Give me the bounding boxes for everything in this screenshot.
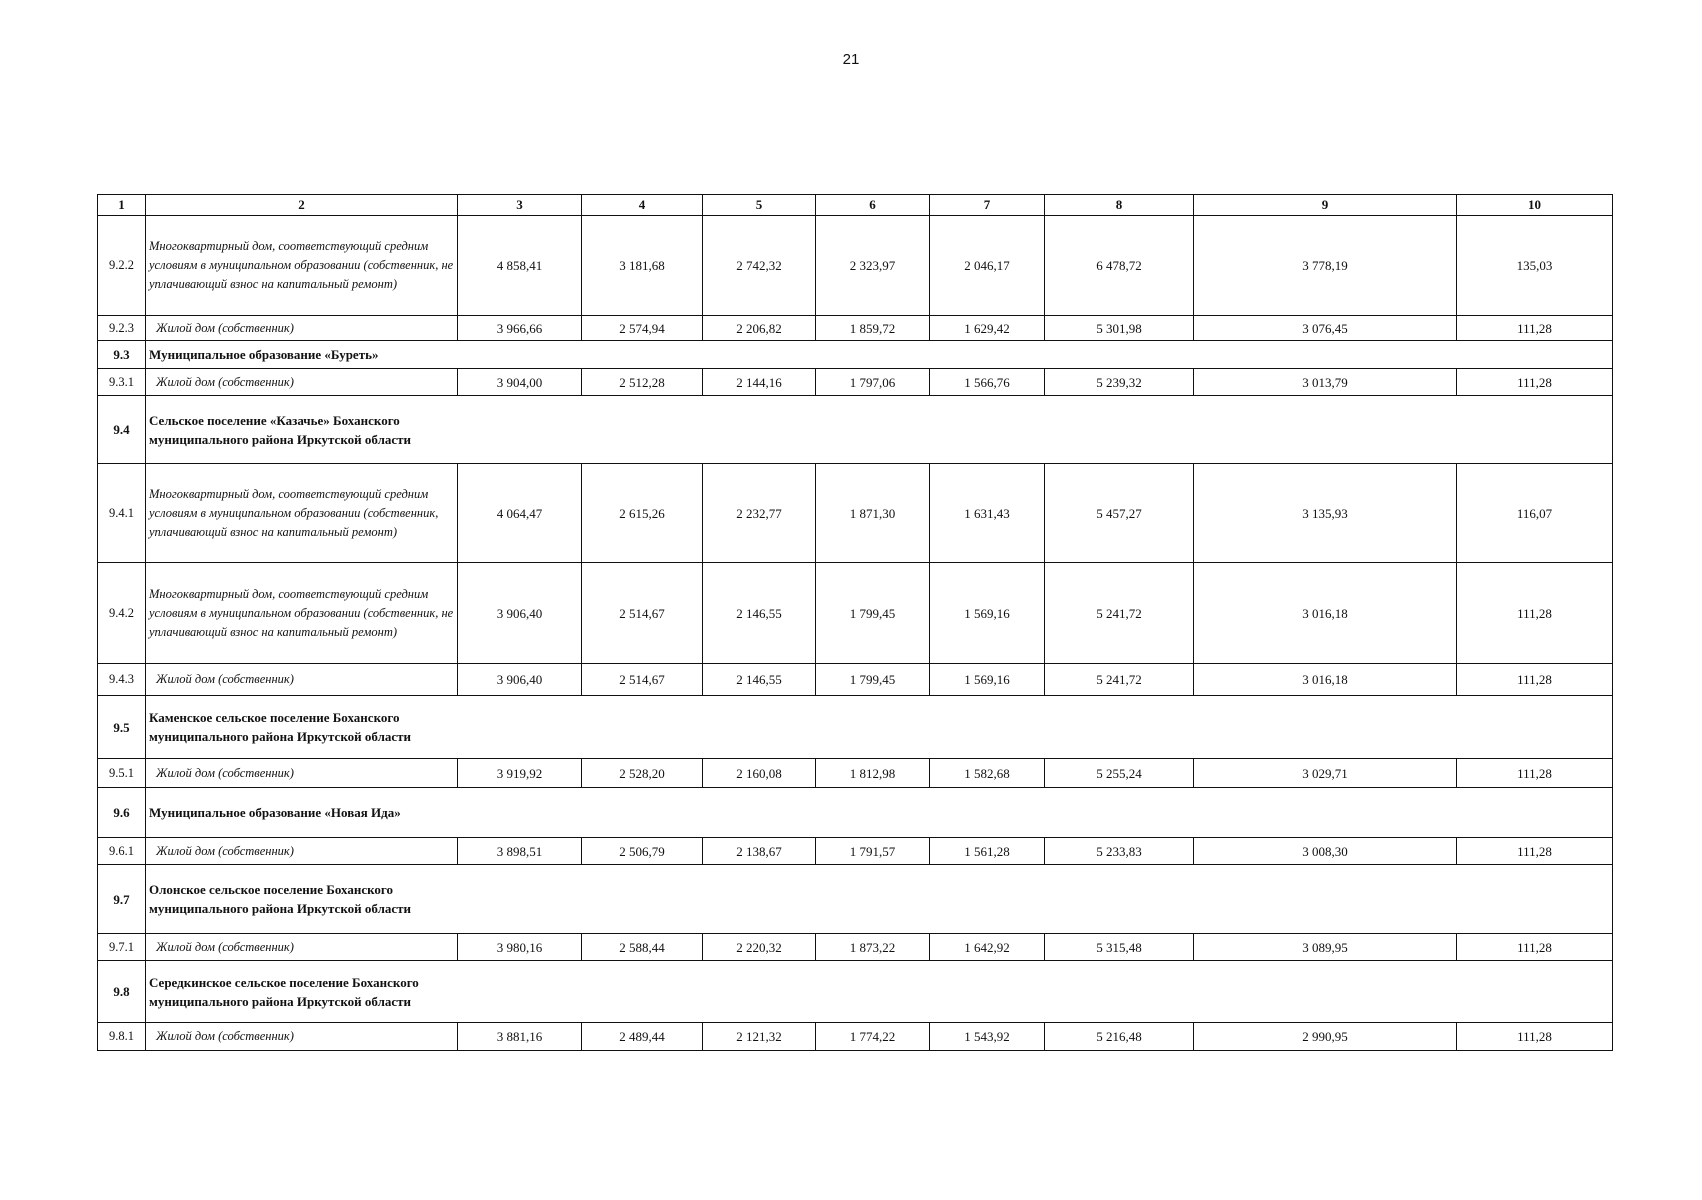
value-cell: 4 064,47 — [458, 464, 582, 563]
value-cell: 4 858,41 — [458, 216, 582, 316]
column-header: 2 — [146, 195, 458, 216]
group-filler — [458, 396, 1613, 464]
value-cell: 3 181,68 — [582, 216, 703, 316]
row-code: 9.7.1 — [98, 934, 146, 961]
value-cell: 2 489,44 — [582, 1023, 703, 1051]
table-row — [98, 216, 1613, 316]
value-cell: 2 232,77 — [703, 464, 816, 563]
column-header: 10 — [1457, 195, 1613, 216]
value-cell: 5 216,48 — [1045, 1023, 1194, 1051]
value-cell: 2 046,17 — [930, 216, 1045, 316]
value-cell: 1 543,92 — [930, 1023, 1045, 1051]
value-cell: 2 506,79 — [582, 838, 703, 865]
value-cell: 2 138,67 — [703, 838, 816, 865]
row-code: 9.4.2 — [98, 563, 146, 664]
table-row — [98, 1023, 1613, 1051]
row-code: 9.6 — [98, 788, 146, 838]
row-description: Жилой дом (собственник) — [146, 664, 458, 696]
row-code: 9.4.3 — [98, 664, 146, 696]
row-description: Жилой дом (собственник) — [146, 316, 458, 341]
value-cell: 111,28 — [1457, 759, 1613, 788]
value-cell: 111,28 — [1457, 838, 1613, 865]
group-label: Муниципальное образование «Новая Ида» — [146, 788, 458, 838]
value-cell: 3 904,00 — [458, 369, 582, 396]
group-label: Олонское сельское поселение Боханского муниципального района Иркутской области — [146, 865, 458, 934]
value-cell: 2 528,20 — [582, 759, 703, 788]
value-cell: 2 512,28 — [582, 369, 703, 396]
value-cell: 5 241,72 — [1045, 563, 1194, 664]
value-cell: 1 569,16 — [930, 563, 1045, 664]
row-code: 9.6.1 — [98, 838, 146, 865]
group-label: Муниципальное образование «Буреть» — [146, 341, 458, 369]
row-code: 9.3 — [98, 341, 146, 369]
value-cell: 5 457,27 — [1045, 464, 1194, 563]
group-filler — [458, 961, 1613, 1023]
column-header: 6 — [816, 195, 930, 216]
value-cell: 3 029,71 — [1194, 759, 1457, 788]
group-label: Сельское поселение «Казачье» Боханского муниципального района Иркутской области — [146, 396, 458, 464]
table-body — [98, 195, 1613, 1051]
column-header: 9 — [1194, 195, 1457, 216]
value-cell: 1 791,57 — [816, 838, 930, 865]
row-code: 9.8.1 — [98, 1023, 146, 1051]
value-cell: 1 859,72 — [816, 316, 930, 341]
group-filler — [458, 696, 1613, 759]
value-cell: 1 566,76 — [930, 369, 1045, 396]
value-cell: 2 514,67 — [582, 563, 703, 664]
value-cell: 1 569,16 — [930, 664, 1045, 696]
value-cell: 3 089,95 — [1194, 934, 1457, 961]
row-code: 9.7 — [98, 865, 146, 934]
value-cell: 111,28 — [1457, 316, 1613, 341]
value-cell: 1 873,22 — [816, 934, 930, 961]
value-cell: 1 812,98 — [816, 759, 930, 788]
group-row — [98, 396, 1613, 464]
value-cell: 3 008,30 — [1194, 838, 1457, 865]
value-cell: 5 301,98 — [1045, 316, 1194, 341]
row-code: 9.3.1 — [98, 369, 146, 396]
value-cell: 3 881,16 — [458, 1023, 582, 1051]
value-cell: 2 220,32 — [703, 934, 816, 961]
value-cell: 5 315,48 — [1045, 934, 1194, 961]
value-cell: 1 561,28 — [930, 838, 1045, 865]
value-cell: 1 642,92 — [930, 934, 1045, 961]
row-code: 9.5.1 — [98, 759, 146, 788]
table-row — [98, 838, 1613, 865]
table-row — [98, 759, 1613, 788]
table-header-row — [98, 195, 1613, 216]
value-cell: 3 778,19 — [1194, 216, 1457, 316]
value-cell: 1 582,68 — [930, 759, 1045, 788]
value-cell: 5 241,72 — [1045, 664, 1194, 696]
column-header: 5 — [703, 195, 816, 216]
row-description: Многоквартирный дом, соответствующий средним условиям в муниципальном образовании (собственник, не уплачивающий взнос на капитальный ремонт) — [146, 563, 458, 664]
value-cell: 2 206,82 — [703, 316, 816, 341]
value-cell: 2 588,44 — [582, 934, 703, 961]
tariff-table — [97, 194, 1613, 1051]
value-cell: 6 478,72 — [1045, 216, 1194, 316]
value-cell: 3 966,66 — [458, 316, 582, 341]
group-row — [98, 788, 1613, 838]
value-cell: 3 906,40 — [458, 563, 582, 664]
row-code: 9.2.2 — [98, 216, 146, 316]
column-header: 3 — [458, 195, 582, 216]
group-row — [98, 961, 1613, 1023]
row-description: Жилой дом (собственник) — [146, 1023, 458, 1051]
row-description: Жилой дом (собственник) — [146, 838, 458, 865]
group-filler — [458, 341, 1613, 369]
value-cell: 2 514,67 — [582, 664, 703, 696]
value-cell: 2 574,94 — [582, 316, 703, 341]
value-cell: 2 742,32 — [703, 216, 816, 316]
table-row — [98, 464, 1613, 563]
group-filler — [458, 788, 1613, 838]
value-cell: 2 144,16 — [703, 369, 816, 396]
value-cell: 1 871,30 — [816, 464, 930, 563]
row-code: 9.8 — [98, 961, 146, 1023]
row-description: Жилой дом (собственник) — [146, 934, 458, 961]
row-description: Многоквартирный дом, соответствующий средним условиям в муниципальном образовании (собственник, не уплачивающий взнос на капитальный ремонт) — [146, 216, 458, 316]
column-header: 1 — [98, 195, 146, 216]
value-cell: 111,28 — [1457, 934, 1613, 961]
value-cell: 111,28 — [1457, 664, 1613, 696]
value-cell: 1 774,22 — [816, 1023, 930, 1051]
value-cell: 2 146,55 — [703, 563, 816, 664]
table-row — [98, 934, 1613, 961]
value-cell: 135,03 — [1457, 216, 1613, 316]
table-row — [98, 563, 1613, 664]
value-cell: 116,07 — [1457, 464, 1613, 563]
value-cell: 5 255,24 — [1045, 759, 1194, 788]
value-cell: 2 615,26 — [582, 464, 703, 563]
value-cell: 5 239,32 — [1045, 369, 1194, 396]
value-cell: 1 631,43 — [930, 464, 1045, 563]
row-description: Жилой дом (собственник) — [146, 759, 458, 788]
value-cell: 2 121,32 — [703, 1023, 816, 1051]
row-code: 9.4.1 — [98, 464, 146, 563]
group-row — [98, 341, 1613, 369]
value-cell: 3 016,18 — [1194, 563, 1457, 664]
value-cell: 2 990,95 — [1194, 1023, 1457, 1051]
value-cell: 3 076,45 — [1194, 316, 1457, 341]
value-cell: 1 799,45 — [816, 664, 930, 696]
value-cell: 3 919,92 — [458, 759, 582, 788]
table-row — [98, 664, 1613, 696]
value-cell: 3 016,18 — [1194, 664, 1457, 696]
group-row — [98, 696, 1613, 759]
value-cell: 3 898,51 — [458, 838, 582, 865]
group-label: Середкинское сельское поселение Боханского муниципального района Иркутской области — [146, 961, 458, 1023]
value-cell: 3 013,79 — [1194, 369, 1457, 396]
value-cell: 3 906,40 — [458, 664, 582, 696]
column-header: 8 — [1045, 195, 1194, 216]
row-code: 9.2.3 — [98, 316, 146, 341]
column-header: 4 — [582, 195, 703, 216]
value-cell: 3 135,93 — [1194, 464, 1457, 563]
value-cell: 1 629,42 — [930, 316, 1045, 341]
row-code: 9.5 — [98, 696, 146, 759]
value-cell: 111,28 — [1457, 1023, 1613, 1051]
value-cell: 1 799,45 — [816, 563, 930, 664]
value-cell: 111,28 — [1457, 563, 1613, 664]
table-row — [98, 369, 1613, 396]
value-cell: 111,28 — [1457, 369, 1613, 396]
group-row — [98, 865, 1613, 934]
row-description: Многоквартирный дом, соответствующий средним условиям в муниципальном образовании (собственник, уплачивающий взнос на капитальный ремонт) — [146, 464, 458, 563]
value-cell: 5 233,83 — [1045, 838, 1194, 865]
page-number: 21 — [842, 51, 860, 68]
row-description: Жилой дом (собственник) — [146, 369, 458, 396]
value-cell: 3 980,16 — [458, 934, 582, 961]
value-cell: 1 797,06 — [816, 369, 930, 396]
row-code: 9.4 — [98, 396, 146, 464]
value-cell: 2 323,97 — [816, 216, 930, 316]
group-label: Каменское сельское поселение Боханского муниципального района Иркутской области — [146, 696, 458, 759]
group-filler — [458, 865, 1613, 934]
table-row — [98, 316, 1613, 341]
value-cell: 2 146,55 — [703, 664, 816, 696]
value-cell: 2 160,08 — [703, 759, 816, 788]
column-header: 7 — [930, 195, 1045, 216]
